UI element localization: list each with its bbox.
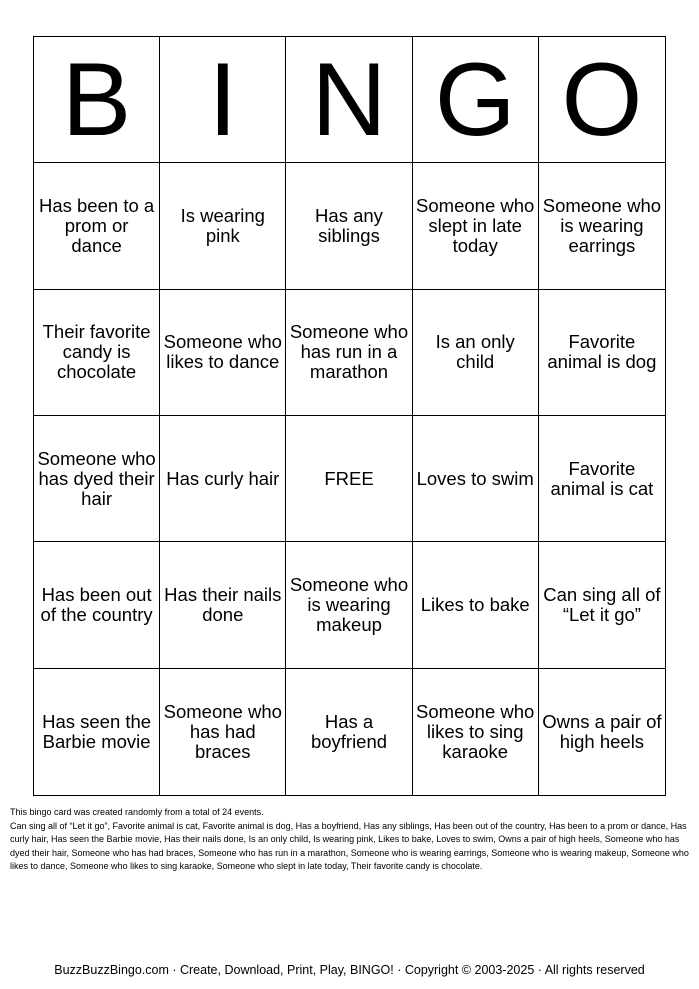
bingo-square: Favorite animal is cat xyxy=(539,416,665,542)
copyright-footer: BuzzBuzzBingo.com · Create, Download, Print, Play, BINGO! · Copyright © 2003-2025 · All rights reserved xyxy=(54,963,645,977)
bingo-square: Someone who is wearing makeup xyxy=(286,542,412,668)
header-letter-i: I xyxy=(160,37,286,163)
bingo-square: Owns a pair of high heels xyxy=(542,710,662,752)
bingo-square: Is an only child xyxy=(413,290,539,416)
bingo-square: Has their nails done xyxy=(160,542,286,668)
card-footnote xyxy=(10,806,690,874)
bingo-square: Likes to bake xyxy=(413,542,539,668)
bingo-square: Has a boyfriend xyxy=(286,669,412,795)
bingo-square: Has seen the Barbie movie xyxy=(34,669,160,795)
bingo-square: Someone who has run in a marathon xyxy=(286,290,412,416)
bingo-square: Has been to a prom or dance xyxy=(34,163,160,289)
bingo-square: Favorite animal is dog xyxy=(539,290,665,416)
bingo-square: Can sing all of “Let it go” xyxy=(539,542,665,668)
bingo-square: Their favorite candy is chocolate xyxy=(34,290,160,416)
header-letter-g: G xyxy=(413,37,539,163)
bingo-square: Someone who has dyed their hair xyxy=(34,416,160,542)
bingo-square: Has any siblings xyxy=(286,163,412,289)
footnote-event-list: Can sing all of “Let it go”, Favorite animal is cat, Favorite animal is dog, Has a boyfriend, Has any siblings, Has been out of the country, Has been to a prom or dance, Has curly hair, Has seen the Barbie movie, Has their nails done, Is an only child, Is wearing pink, Likes to bake, Loves to swim, Owns a pair of high heels, Someone who has dyed their hair, Someone who has had braces, Someone who has run in a marathon, Someone who is wearing earrings, Someone who is wearing makeup, Someone who likes to dance, Someone who likes to sing karaoke, Someone who slept in late today, Their favorite candy is chocolate. xyxy=(10,820,689,871)
bingo-square: Loves to swim xyxy=(413,416,539,542)
header-letter-o: O xyxy=(539,37,665,163)
bingo-square: Someone who slept in late today xyxy=(413,163,539,289)
bingo-card xyxy=(33,36,666,796)
bingo-square: Someone who has had braces xyxy=(160,669,286,795)
bingo-square: Someone who likes to dance xyxy=(160,290,286,416)
bingo-square: Is wearing pink xyxy=(160,163,286,289)
header-letter-n: N xyxy=(286,37,412,163)
footnote-summary: This bingo card was created randomly from a total of 24 events. xyxy=(10,807,264,817)
bingo-square: Someone who is wearing earrings xyxy=(539,163,665,289)
bingo-square: Has been out of the country xyxy=(34,542,160,668)
header-letter-b: B xyxy=(34,37,160,163)
bingo-square: Has curly hair xyxy=(160,416,286,542)
free-square: FREE xyxy=(286,416,412,542)
bingo-square: Someone who likes to sing karaoke xyxy=(413,669,539,795)
